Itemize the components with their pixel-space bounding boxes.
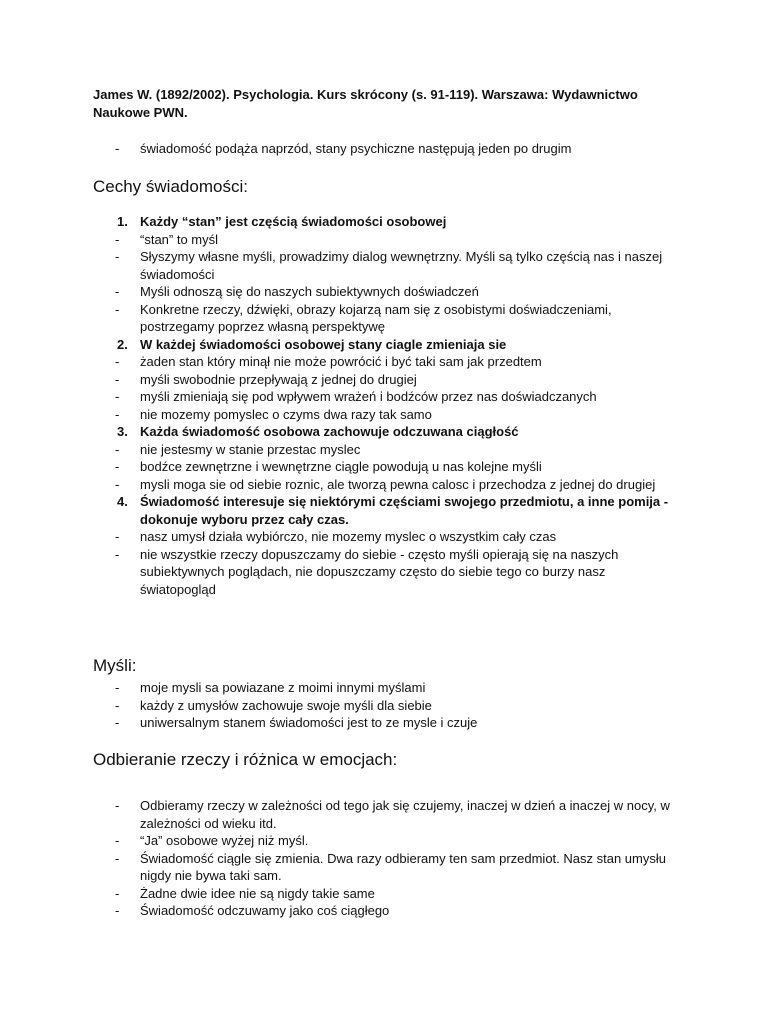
list-marker: - [115,389,120,404]
list-marker: - [115,798,120,813]
list-marker: - [115,697,120,713]
list-item [93,679,683,697]
list-item-text: każdy z umysłów zachowuje swoje myśli dla siebie [140,697,432,713]
list-marker: - [115,406,120,422]
list-marker: - [115,850,120,866]
list-item [93,231,683,249]
list-item-text: Słyszymy własne myśli, prowadzimy dialog wewnętrzny. Myśli są tylko częścią nas i naszej świadomości [140,249,663,282]
list-item-text: myśli zmieniają się pod wpływem wrażeń i bodźców przez nas doświadczanych [140,389,597,404]
list-item [93,528,683,546]
list-marker: - [115,249,120,264]
list-marker: - [115,833,120,848]
list-marker: - [115,354,120,369]
list-marker: - [115,231,120,247]
list-item-text: Świadomość odczuwamy jako coś ciągłego [140,903,390,918]
list-item [93,406,683,424]
numbered-item [93,213,683,231]
cechy-list [93,213,683,598]
list-item [93,476,683,494]
list-item [93,850,683,885]
list-marker: - [115,284,120,299]
list-item-text: Świadomość interesuje się niektórymi częściami swojego przedmiotu, a inne pomija - dokonuje wyboru przez cały czas. [140,494,669,527]
list-item-text: “Ja” osobowe wyżej niż myśl. [140,833,309,848]
list-item-text: Konkretne rzeczy, dźwięki, obrazy kojarzą nam się z osobistymi doświadczeniami, postrzegamy poprzez własną perspektywę [140,301,612,334]
heading-cechy-swiadomosci: Cechy świadomości: [93,177,248,196]
list-item-text: mysli moga sie od siebie roznic, ale tworzą pewna calosc i przechodza z jednej do drugiej [140,476,656,492]
list-marker: - [115,441,120,457]
heading-mysli: Myśli: [93,656,137,675]
list-item-text: nie wszystkie rzeczy dopuszczamy do siebie - często myśli opierają się na naszych subiektywnych poglądach, nie dopuszczamy często do siebie tego co burzy nasz światopogląd [140,546,619,597]
list-item-text: Każda świadomość osobowa zachowuje odczuwana ciągłość [140,424,519,439]
list-item [93,697,683,715]
numbered-item [93,423,683,441]
list-item [93,714,683,732]
mysli-list [93,679,683,732]
list-marker: - [115,371,120,387]
list-item-text: bodźce zewnętrzne i wewnętrzne ciągle powodują u nas kolejne myśli [140,459,542,474]
list-item [93,283,683,301]
list-marker: - [115,301,120,317]
list-marker: - [115,476,120,492]
list-marker: 1. [117,214,128,229]
citation: James W. (1892/2002). Psychologia. Kurs skrócony (s. 91-119). Warszawa: Wydawnictwo Naukowe PWN. [93,87,638,120]
list-item-text: myśli swobodnie przepływają z jednej do drugiej [140,371,417,387]
list-item-text: “stan” to myśl [140,231,219,247]
list-marker: - [115,141,120,156]
list-marker: - [115,903,120,918]
list-item-text: Odbieramy rzeczy w zależności od tego jak się czujemy, inaczej w dzień a inaczej w nocy, w zależności od wieku itd. [140,798,670,831]
list-item-text: nasz umysł działa wybiórczo, nie mozemy myslec o wszystkim cały czas [140,529,557,544]
list-item [93,546,683,599]
list-item-text: nie jestesmy w stanie przestac myslec [140,441,361,457]
list-item [93,301,683,336]
heading-odbieranie-rzeczy: Odbieranie rzeczy i różnica w emocjach: [93,750,398,769]
list-item [93,832,683,850]
list-item [93,388,683,406]
list-item [93,797,683,832]
intro-list [93,140,683,158]
list-item [93,458,683,476]
list-item-text: Żadne dwie idee nie są nigdy takie same [140,885,375,901]
list-marker: - [115,459,120,474]
list-item-text: Świadomość ciągle się zmienia. Dwa razy odbieramy ten sam przedmiot. Nasz stan umysłu nigdy nie bywa taki sam. [140,850,666,883]
list-item [93,353,683,371]
list-item-text: świadomość podąża naprzód, stany psychiczne następują jeden po drugim [140,141,572,156]
numbered-item [93,336,683,354]
list-marker: - [115,529,120,544]
list-item [93,140,683,158]
list-item-text: nie mozemy pomyslec o czyms dwa razy tak samo [140,406,432,422]
list-marker: 3. [117,424,128,439]
list-item-text: Myśli odnoszą się do naszych subiektywnych doświadczeń [140,284,479,299]
list-item-text: żaden stan który minął nie może powrócić i być taki sam jak przedtem [140,354,542,369]
list-item-text: moje mysli sa powiazane z moimi innymi myślami [140,680,426,695]
list-item [93,441,683,459]
list-item [93,902,683,920]
list-marker: - [115,885,120,901]
list-marker: - [115,715,120,730]
list-item [93,885,683,903]
list-item-text: W każdej świadomości osobowej stany ciagle zmieniaja sie [140,336,507,352]
list-item [93,371,683,389]
list-marker: - [115,680,120,695]
list-item-text: Każdy “stan” jest częścią świadomości osobowej [140,214,447,229]
list-marker: - [115,546,120,562]
list-item-text: uniwersalnym stanem świadomości jest to ze mysle i czuje [140,715,478,730]
list-marker: 4. [117,494,128,509]
list-marker: 2. [117,336,128,352]
numbered-item [93,493,683,528]
list-item [93,248,683,283]
odbieranie-list [93,797,683,920]
